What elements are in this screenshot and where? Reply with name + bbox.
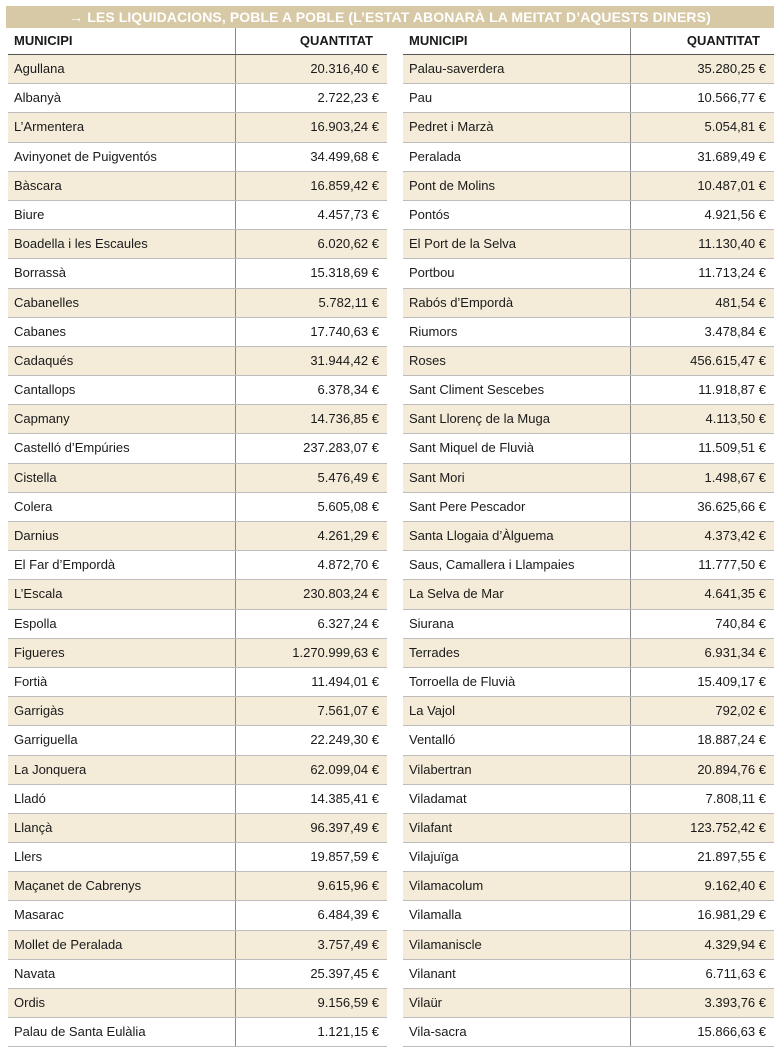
quantitat-cell: 11.918,87 € [630, 376, 774, 404]
municipi-cell: Terrades [409, 644, 460, 660]
table-row [403, 989, 774, 1018]
table-row [8, 989, 387, 1018]
municipi-cell: Pedret i Marzà [409, 119, 494, 135]
table-title-banner: → LES LIQUIDACIONS, POBLE A POBLE (L’ESTAT ABONARÀ LA MEITAT D’AQUESTS DINERS) [6, 6, 774, 28]
municipi-cell: Navata [14, 965, 56, 981]
quantitat-cell: 11.130,40 € [630, 230, 774, 258]
table-body-left [8, 55, 387, 1047]
header-municipi: MUNICIPI [14, 33, 73, 48]
header-municipi: MUNICIPI [409, 33, 468, 48]
table-row [8, 143, 387, 172]
quantitat-cell: 6.020,62 € [235, 230, 387, 258]
quantitat-cell: 14.385,41 € [235, 785, 387, 813]
quantitat-cell: 20.894,76 € [630, 756, 774, 784]
municipi-cell: Siurana [409, 615, 454, 631]
quantitat-cell: 6.711,63 € [630, 960, 774, 988]
table-row [403, 201, 774, 230]
municipi-cell: Borrassà [14, 265, 67, 281]
quantitat-cell: 5.054,81 € [630, 113, 774, 141]
municipi-cell: Vilafant [409, 819, 453, 835]
municipi-cell: Palau de Santa Eulàlia [14, 1024, 146, 1040]
municipi-cell: Pontós [409, 206, 450, 222]
table-row [403, 610, 774, 639]
municipi-cell: Vilanant [409, 965, 456, 981]
quantitat-cell: 1.498,67 € [630, 464, 774, 492]
table-header [8, 28, 387, 55]
municipi-cell: Pau [409, 90, 433, 106]
table-row [403, 931, 774, 960]
table-row [8, 405, 387, 434]
table-row [403, 259, 774, 288]
municipi-cell: Capmany [14, 411, 70, 427]
quantitat-cell: 31.689,49 € [630, 143, 774, 171]
table-row [8, 639, 387, 668]
municipi-cell: L’Escala [14, 586, 63, 602]
quantitat-cell: 36.625,66 € [630, 493, 774, 521]
municipi-cell: El Port de la Selva [409, 236, 516, 252]
quantitat-cell: 7.808,11 € [630, 785, 774, 813]
table-row [403, 172, 774, 201]
table-row [8, 201, 387, 230]
table-row [8, 551, 387, 580]
table-row [403, 697, 774, 726]
quantitat-cell: 3.393,76 € [630, 989, 774, 1017]
table-row [8, 901, 387, 930]
table-row [403, 726, 774, 755]
table-row [403, 960, 774, 989]
municipi-cell: Portbou [409, 265, 455, 281]
table-row [403, 434, 774, 463]
municipi-cell: Agullana [14, 61, 65, 76]
quantitat-cell: 22.249,30 € [235, 726, 387, 754]
table-row [8, 1018, 387, 1047]
municipi-cell: Lladó [14, 790, 46, 806]
table-row [8, 376, 387, 405]
municipi-cell: Ventalló [409, 732, 456, 748]
table-row [403, 580, 774, 609]
municipi-cell: La Vajol [409, 703, 456, 719]
quantitat-cell: 4.329,94 € [630, 931, 774, 959]
table-row [403, 55, 774, 84]
table-row [8, 259, 387, 288]
municipi-cell: Bàscara [14, 177, 62, 193]
quantitat-cell: 16.859,42 € [235, 172, 387, 200]
municipi-cell: Vilaür [409, 995, 443, 1010]
municipi-cell: Fortià [14, 673, 48, 689]
quantitat-cell: 34.499,68 € [235, 143, 387, 171]
header-quantitat: QUANTITAT [235, 28, 387, 54]
table-row [403, 522, 774, 551]
table-row [8, 668, 387, 697]
table-header [403, 28, 774, 55]
municipi-cell: Llançà [14, 819, 53, 835]
table-row [403, 814, 774, 843]
quantitat-cell: 9.156,59 € [235, 989, 387, 1017]
quantitat-cell: 11.713,24 € [630, 259, 774, 287]
quantitat-cell: 6.378,34 € [235, 376, 387, 404]
table-row [403, 756, 774, 785]
quantitat-cell: 5.476,49 € [235, 464, 387, 492]
table-row [403, 230, 774, 259]
quantitat-cell: 17.740,63 € [235, 318, 387, 346]
municipi-cell: Vilabertran [409, 761, 472, 777]
quantitat-cell: 4.921,56 € [630, 201, 774, 229]
table-row [403, 872, 774, 901]
quantitat-cell: 6.327,24 € [235, 610, 387, 638]
quantitat-cell: 11.494,01 € [235, 668, 387, 696]
quantitat-cell: 62.099,04 € [235, 756, 387, 784]
quantitat-cell: 740,84 € [630, 610, 774, 638]
quantitat-cell: 18.887,24 € [630, 726, 774, 754]
municipi-cell: Sant Miquel de Fluvià [409, 440, 535, 456]
municipi-cell: Riumors [409, 323, 458, 339]
table-row [403, 113, 774, 142]
table-row [403, 551, 774, 580]
table-row [403, 668, 774, 697]
municipi-cell: Cistella [14, 469, 57, 485]
municipi-cell: Vilamaniscle [409, 936, 482, 952]
table-row [8, 289, 387, 318]
table-row [8, 580, 387, 609]
municipi-cell: Biure [14, 206, 45, 222]
quantitat-cell: 6.484,39 € [235, 901, 387, 929]
table-row [8, 230, 387, 259]
municipi-cell: La Jonquera [14, 761, 87, 777]
quantitat-cell: 792,02 € [630, 697, 774, 725]
quantitat-cell: 10.487,01 € [630, 172, 774, 200]
municipi-cell: Vila-sacra [409, 1024, 467, 1040]
table-row [8, 814, 387, 843]
municipi-cell: Pont de Molins [409, 177, 495, 193]
table-row [8, 610, 387, 639]
table-row [8, 697, 387, 726]
table-row [403, 493, 774, 522]
municipi-cell: Sant Pere Pescador [409, 498, 526, 514]
table-row [403, 785, 774, 814]
table-row [8, 464, 387, 493]
table-row [8, 55, 387, 84]
quantitat-cell: 5.782,11 € [235, 289, 387, 317]
municipi-cell: Viladamat [409, 790, 467, 806]
quantitat-cell: 6.931,34 € [630, 639, 774, 667]
quantitat-cell: 96.397,49 € [235, 814, 387, 842]
header-quantitat: QUANTITAT [630, 28, 774, 54]
municipi-cell: Figueres [14, 644, 65, 660]
table-row [403, 464, 774, 493]
table-row [403, 1018, 774, 1047]
quantitat-cell: 11.777,50 € [630, 551, 774, 579]
quantitat-cell: 5.605,08 € [235, 493, 387, 521]
quantitat-cell: 230.803,24 € [235, 580, 387, 608]
table-left [8, 28, 387, 1047]
quantitat-cell: 15.318,69 € [235, 259, 387, 287]
municipi-cell: Vilajuïga [409, 849, 459, 865]
table-row [8, 785, 387, 814]
municipi-cell: Espolla [14, 615, 57, 631]
municipi-cell: Maçanet de Cabrenys [14, 878, 142, 894]
municipi-cell: Rabós d’Empordà [409, 294, 514, 310]
quantitat-cell: 9.162,40 € [630, 872, 774, 900]
municipi-cell: Masarac [14, 907, 64, 923]
quantitat-cell: 456.615,47 € [630, 347, 774, 375]
quantitat-cell: 4.373,42 € [630, 522, 774, 550]
municipi-cell: Sant Climent Sescebes [409, 382, 545, 398]
municipi-cell: Saus, Camallera i Llampaies [409, 557, 575, 573]
municipi-cell: Ordis [14, 995, 46, 1010]
municipi-cell: L’Armentera [14, 119, 85, 135]
quantitat-cell: 4.641,35 € [630, 580, 774, 608]
table-row [403, 376, 774, 405]
quantitat-cell: 9.615,96 € [235, 872, 387, 900]
municipi-cell: Torroella de Fluvià [409, 673, 516, 689]
table-body-right [403, 55, 774, 1047]
municipi-cell: Albanyà [14, 90, 61, 106]
table-row [8, 756, 387, 785]
quantitat-cell: 11.509,51 € [630, 434, 774, 462]
quantitat-cell: 4.261,29 € [235, 522, 387, 550]
quantitat-cell: 16.981,29 € [630, 901, 774, 929]
quantitat-cell: 3.757,49 € [235, 931, 387, 959]
table-row [8, 726, 387, 755]
quantitat-cell: 1.270.999,63 € [235, 639, 387, 667]
municipi-cell: Santa Llogaia d’Àlguema [409, 528, 554, 543]
table-row [8, 522, 387, 551]
quantitat-cell: 1.121,15 € [235, 1018, 387, 1046]
table-row [8, 347, 387, 376]
quantitat-cell: 15.409,17 € [630, 668, 774, 696]
quantitat-cell: 19.857,59 € [235, 843, 387, 871]
table-row [403, 639, 774, 668]
municipi-cell: Cadaqués [14, 352, 74, 368]
quantitat-cell: 10.566,77 € [630, 84, 774, 112]
municipi-cell: Llers [14, 849, 43, 865]
municipi-cell: Garrigàs [14, 703, 64, 719]
quantitat-cell: 31.944,42 € [235, 347, 387, 375]
table-row [403, 289, 774, 318]
municipi-cell: Roses [409, 352, 446, 368]
municipi-cell: Boadella i les Escaules [14, 236, 148, 252]
quantitat-cell: 7.561,07 € [235, 697, 387, 725]
quantitat-cell: 25.397,45 € [235, 960, 387, 988]
quantitat-cell: 16.903,24 € [235, 113, 387, 141]
table-row [8, 872, 387, 901]
table-row [403, 843, 774, 872]
municipi-cell: Sant Llorenç de la Muga [409, 411, 550, 427]
quantitat-cell: 3.478,84 € [630, 318, 774, 346]
municipi-cell: Avinyonet de Puigventós [14, 148, 157, 164]
quantitat-cell: 4.113,50 € [630, 405, 774, 433]
table-row [8, 172, 387, 201]
table-right [403, 28, 774, 1047]
table-row [8, 113, 387, 142]
quantitat-cell: 20.316,40 € [235, 55, 387, 83]
municipi-cell: Cabanes [14, 323, 67, 339]
table-row [8, 434, 387, 463]
quantitat-cell: 35.280,25 € [630, 55, 774, 83]
municipi-cell: Cantallops [14, 382, 76, 398]
table-row [403, 405, 774, 434]
table-row [403, 318, 774, 347]
quantitat-cell: 14.736,85 € [235, 405, 387, 433]
quantitat-cell: 4.872,70 € [235, 551, 387, 579]
municipi-cell: Sant Mori [409, 469, 465, 485]
table-row [8, 931, 387, 960]
quantitat-cell: 4.457,73 € [235, 201, 387, 229]
table-row [403, 901, 774, 930]
quantitat-cell: 15.866,63 € [630, 1018, 774, 1046]
municipi-cell: Darnius [14, 528, 59, 543]
municipi-cell: Castelló d’Empúries [14, 440, 130, 456]
table-row [403, 143, 774, 172]
quantitat-cell: 481,54 € [630, 289, 774, 317]
municipi-cell: Mollet de Peralada [14, 936, 123, 952]
table-row [8, 493, 387, 522]
table-row [8, 318, 387, 347]
quantitat-cell: 237.283,07 € [235, 434, 387, 462]
table-row [8, 960, 387, 989]
table-row [403, 84, 774, 113]
quantitat-cell: 21.897,55 € [630, 843, 774, 871]
municipi-cell: Peralada [409, 148, 462, 164]
municipi-cell: La Selva de Mar [409, 586, 504, 602]
municipi-cell: Cabanelles [14, 294, 80, 310]
table-row [403, 347, 774, 376]
quantitat-cell: 123.752,42 € [630, 814, 774, 842]
municipi-cell: Garriguella [14, 732, 78, 748]
municipi-cell: El Far d’Empordà [14, 557, 116, 573]
table-row [8, 843, 387, 872]
municipi-cell: Vilamalla [409, 907, 462, 923]
table-row [8, 84, 387, 113]
quantitat-cell: 2.722,23 € [235, 84, 387, 112]
municipi-cell: Palau-saverdera [409, 61, 505, 76]
municipi-cell: Colera [14, 498, 53, 514]
municipi-cell: Vilamacolum [409, 878, 484, 894]
